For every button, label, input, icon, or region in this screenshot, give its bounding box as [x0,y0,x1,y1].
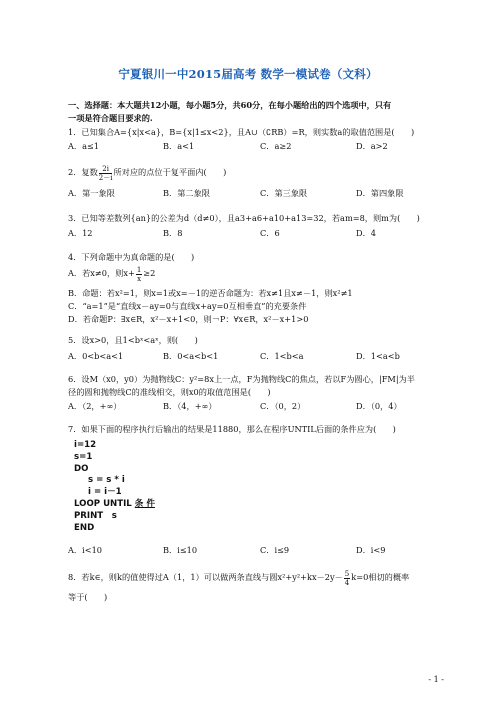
q3-option-d: D．4 [356,228,376,238]
q6-option-d: D．（0，4） [356,401,402,411]
q8-stem-post: k=0相切的概率 [351,572,410,582]
q1-stem: 1．已知集合A={x|x<a}，B={x|1≤x<2}，且A∪（∁RB）=R，则实数a的取值范围是( ) [68,127,415,137]
page-title: 宁夏银川一中2015届高考 数学一模试卷（文科） [118,67,378,81]
code-line: s = s * i [88,475,125,486]
q1-option-a: A．a≤1 [68,141,100,151]
q4-option-b: B．命题：若x²=1，则x=1或x=－1的逆否命题为：若x≠1且x≠－1，则x²≠1 [68,288,353,298]
q2-option-d: D．第四象限 [356,188,404,198]
q7-option-d: D．i<9 [356,545,386,555]
q6-option-a: A．（2，+∞） [68,401,122,411]
q6-option-c: C．（0，2） [260,401,306,411]
section-heading-line1: 一、选择题：本大题共12小题，每小题5分，共60分，在每小题给出的四个选项中，只有 [68,100,392,110]
q7-option-c: C．i≤9 [260,545,290,555]
q2-fraction [99,165,113,182]
q3-option-a: A．12 [68,228,93,238]
q6-stem-line1: 6．设M（x0，y0）为抛物线C：y²=8x上一点，F为抛物线C的焦点，若以F为圆心，|FM|为半 [68,374,415,384]
q4-option-d: D．若命题P：∃x∈R，x²－x+1<0，则￢P：∀x∈R，x²－x+1>0 [68,314,309,324]
q2-stem-pre: 2．复数 [68,167,98,177]
q7-option-a: A．i<10 [68,545,102,555]
q2-stem [68,163,226,182]
page-number: - 1 - [428,675,444,684]
q7-stem: 7．如果下面的程序执行后输出的结果是11880，那么在程序UNTIL后面的条件应为( ) [68,424,396,434]
q4-option-a-pre: A．若x≠0，则x+ [68,268,135,278]
q2-stem-post: 所对应的点位于复平面内( ) [113,167,227,177]
q8-fraction-denominator: 4 [344,578,350,587]
q4-option-c: C．“a=1”是“直线x－ay=0与直线x+ay=0互相垂直”的充要条件 [68,301,307,311]
code-loop-keyword: LOOP UNTIL [74,498,132,509]
q5-option-d: D．1<a<b [356,351,400,361]
q6-option-b: B．（4，+∞） [163,401,217,411]
code-line: s=1 [74,451,93,462]
section-heading-line2: 一项是符合题目要求的. [68,113,153,123]
q2-option-a: A．第一象限 [68,188,115,198]
q3-option-b: B．8 [163,228,183,238]
q5-option-c: C．1<b<a [260,351,304,361]
q4-option-a [68,264,155,283]
code-condition-blank: 条 件 [134,498,155,509]
code-line: END [74,522,95,533]
q2-fraction-denominator: 2－i [98,173,113,182]
q2-fraction-numerator: 2i [99,165,113,174]
q7-option-b: B．i≤10 [163,545,198,555]
q1-option-c: C．a≥2 [260,141,292,151]
q5-stem: 5．设x>0，且1<bˣ<aˣ，则( ) [68,335,198,345]
q4-fraction [136,266,142,283]
q6-stem-line2: 径的圆和抛物线C的准线相交，则x0的取值范围是( ) [68,387,271,397]
q8-fraction [344,570,350,587]
q1-option-d: D．a>2 [356,141,388,151]
code-line: i = i－1 [88,487,122,498]
q3-stem: 3．已知等差数列{an}的公差为d（d≠0），且a3+a6+a10+a13=32，若am=8，则m为( ) [68,213,420,223]
q4-option-a-post: ≥2 [143,268,156,278]
q2-option-c: C．第三象限 [260,188,308,198]
code-line-loop [74,499,155,511]
q8-stem-pre: 8．若k∈，则k的值使得过A（1，1）可以做两条直线与圆x²+y²+kx－2y－ [68,572,343,582]
q4-fraction-numerator: 1 [136,265,142,274]
code-line: i=12 [74,440,97,450]
q4-fraction-denominator: x [137,274,142,283]
q5-option-a: A．0<b<a<1 [68,351,124,361]
q8-stem-line2: 等于( ) [68,592,108,602]
q1-option-b: B．a<1 [163,141,195,151]
code-line: PRINT s [74,510,117,521]
q2-option-b: B．第二象限 [163,188,210,198]
q5-option-b: B．0<a<b<1 [163,351,219,361]
q3-option-c: C．6 [260,228,280,238]
q4-stem: 4．下列命题中为真命题的是( ) [68,252,195,262]
code-line: DO [74,463,89,474]
q8-stem [68,568,409,587]
program-code [74,440,155,534]
q8-fraction-numerator: 5 [344,569,350,578]
